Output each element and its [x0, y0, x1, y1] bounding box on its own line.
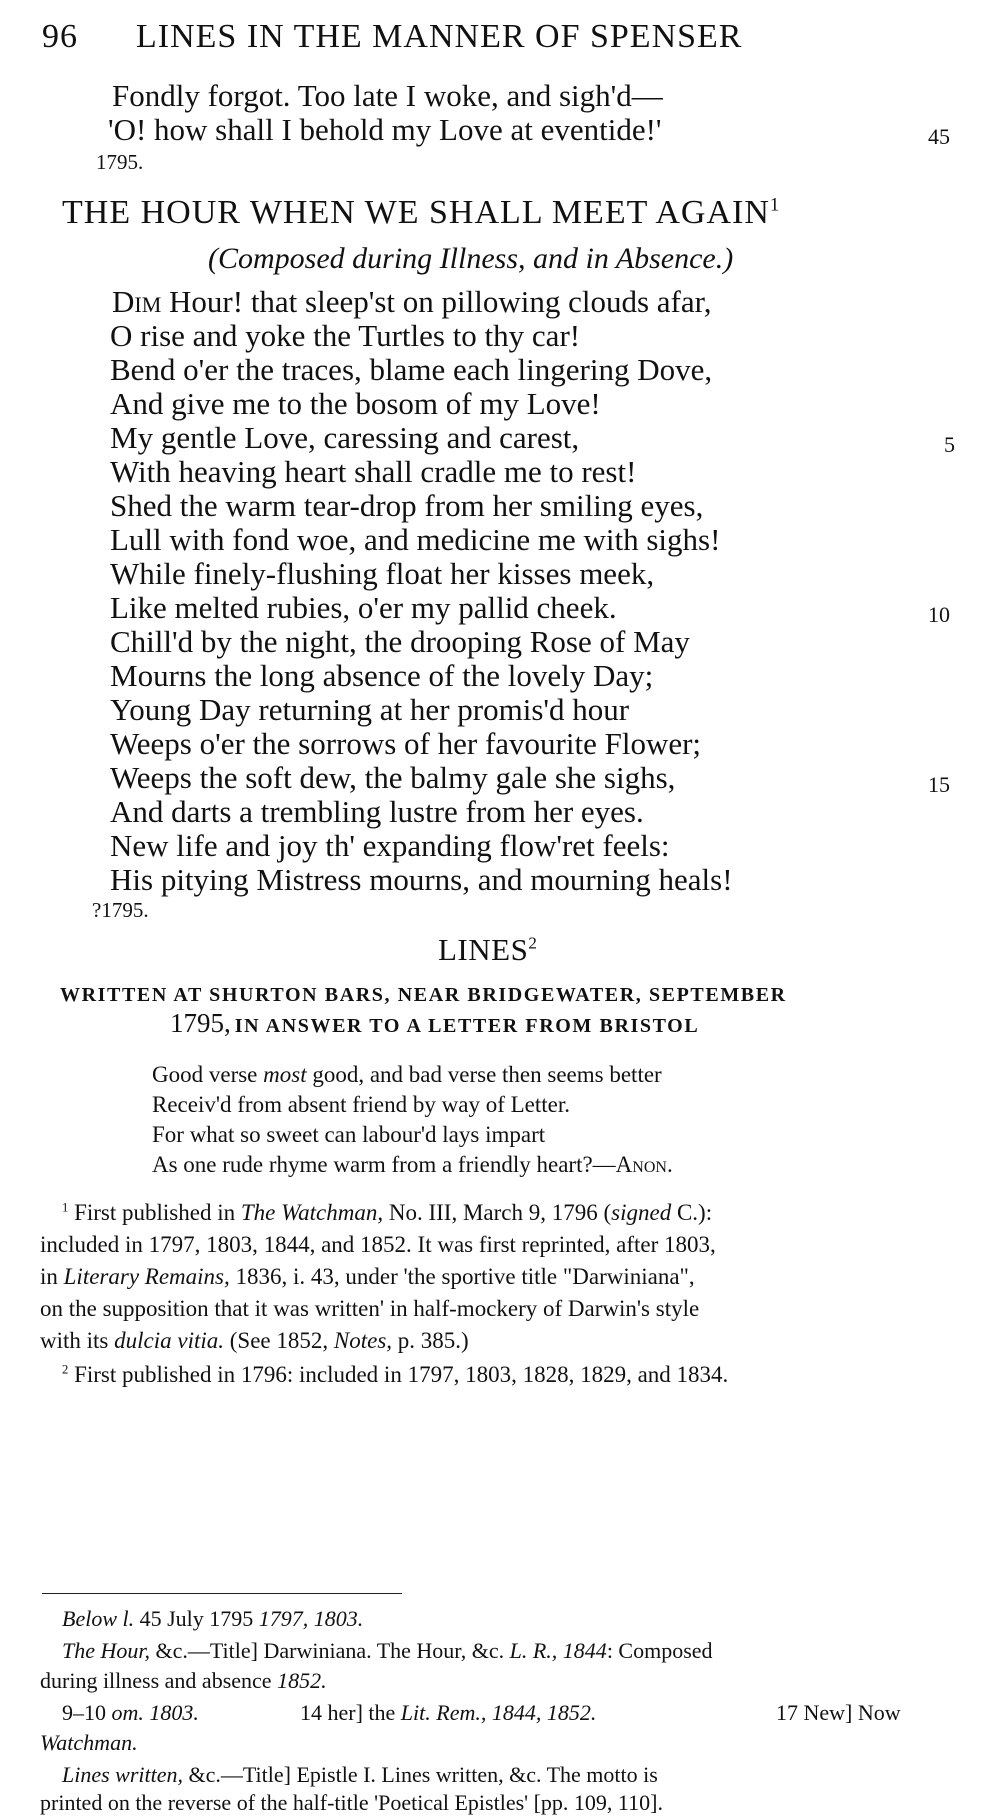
page-number: 96: [42, 18, 78, 55]
fn-text: with its: [40, 1328, 115, 1353]
note-italic: L. R., 1844: [509, 1638, 607, 1663]
poem-line: Bend o'er the traces, blame each lingering Dove,: [110, 352, 713, 387]
poem-subtitle: (Composed during Illness, and in Absence.): [208, 242, 734, 275]
note-text: : Composed: [606, 1638, 713, 1663]
poem-line: My gentle Love, caressing and carest,: [110, 420, 580, 455]
note-italic: Lines written,: [62, 1762, 184, 1787]
fn-text: 1836, i. 43, under 'the sportive title "Darwiniana",: [229, 1264, 695, 1289]
poem-line: Young Day returning at her promis'd hour: [110, 692, 630, 727]
note-italic: The Hour,: [62, 1638, 151, 1663]
fn-text: (See 1852,: [224, 1328, 334, 1353]
footnote-line: included in 1797, 1803, 1844, and 1852. It was first reprinted, after 1803,: [40, 1232, 716, 1257]
fn-text: p. 385.): [392, 1328, 469, 1353]
lines-title-text: LINES: [438, 932, 529, 967]
fn-text: No. III, March 9, 1796 (: [383, 1200, 612, 1225]
poem-line: While finely-flushing float her kisses meek,: [110, 556, 655, 591]
poem-line: Mourns the long absence of the lovely Day;: [110, 658, 654, 693]
fn-italic: dulcia vitia.: [114, 1328, 224, 1353]
footnote-1: [62, 1200, 712, 1226]
note-italic: om. 1803.: [111, 1700, 199, 1725]
poem-line: Weeps o'er the sorrows of her favourite Flower;: [110, 726, 702, 761]
fn-italic: Literary Remains,: [63, 1264, 230, 1289]
motto-attribution: Anon.: [615, 1152, 673, 1177]
note: [62, 1638, 713, 1664]
note-line: [40, 1668, 327, 1694]
motto-text: As one rude rhyme warm from a friendly heart?—: [152, 1152, 616, 1177]
motto-line: For what so sweet can labour'd lays impart: [152, 1122, 546, 1147]
motto-text: good, and bad verse then seems better: [306, 1062, 662, 1087]
motto-italic: most: [263, 1062, 307, 1087]
subtitle-year: 1795,: [170, 1008, 231, 1038]
poem-line: His pitying Mistress mourns, and mourning heals!: [110, 862, 733, 897]
footnote-2: [62, 1362, 728, 1388]
lines-title: [438, 932, 537, 968]
footnote-marker: 2: [62, 1362, 69, 1377]
footnote-marker: 1: [769, 194, 781, 216]
poem-line: Weeps the soft dew, the balmy gale she sighs,: [110, 760, 676, 795]
poem-line: Lull with fond woe, and medicine me with sighs!: [110, 522, 721, 557]
note: [62, 1762, 658, 1788]
poem-line: Shed the warm tear-drop from her smiling eyes,: [110, 488, 704, 523]
note-text: 14 her] the: [300, 1700, 401, 1725]
fn-italic: Notes,: [333, 1328, 393, 1353]
motto-text: Good verse: [152, 1062, 264, 1087]
note-line: [40, 1730, 138, 1756]
line-number: 10: [928, 602, 950, 627]
fn-text: C.):: [671, 1200, 713, 1225]
poem-line: Chill'd by the night, the drooping Rose of May: [110, 624, 690, 659]
note-italic: 1797, 1803.: [258, 1606, 364, 1631]
note-text: during illness and absence: [40, 1668, 278, 1693]
motto-line: [152, 1152, 673, 1178]
poem-line: And darts a trembling lustre from her eyes.: [110, 794, 644, 829]
subtitle-rest: IN ANSWER TO A LETTER FROM BRISTOL: [234, 1015, 700, 1037]
lines-subtitle: WRITTEN AT SHURTON BARS, NEAR BRIDGEWATER, SEPTEMBER: [60, 984, 787, 1006]
poem-line: With heaving heart shall cradle me to rest!: [110, 454, 637, 489]
poem-line: 'O! how shall I behold my Love at eventide!': [108, 112, 662, 147]
footnote-line: [40, 1264, 695, 1290]
footnote-line: on the supposition that it was written' in half-mockery of Darwin's style: [40, 1296, 700, 1321]
poem-line: Fondly forgot. Too late I woke, and sigh'd—: [112, 78, 663, 113]
poem-date: 1795.: [96, 150, 144, 174]
poem-line: [112, 284, 711, 320]
lines-subtitle-second-line: [170, 1008, 699, 1039]
note-italic: Below l.: [62, 1606, 135, 1631]
note-italic: 1852.: [277, 1668, 327, 1693]
poem-title-text: THE HOUR WHEN WE SHALL MEET AGAIN: [62, 194, 770, 231]
note: 17 New] Now: [776, 1700, 901, 1725]
note-line: printed on the reverse of the half-title 'Poetical Epistles' [pp. 109, 110].: [40, 1790, 663, 1815]
fn-text: First published in: [74, 1200, 241, 1225]
poem-line: New life and joy th' expanding flow'ret feels:: [110, 828, 670, 863]
footnote-line: [40, 1328, 469, 1354]
fn-text: First published in 1796: included in 1797, 1803, 1828, 1829, and 1834.: [74, 1362, 729, 1387]
poem-title: [62, 194, 780, 232]
motto-line: [152, 1062, 662, 1088]
note: [62, 1700, 199, 1726]
note-text: &c.—Title] Epistle I. Lines written, &c. The motto is: [183, 1762, 658, 1787]
fn-italic: The Watchman,: [240, 1200, 384, 1225]
note: [300, 1700, 596, 1726]
line-number: 5: [944, 432, 955, 457]
poem-line: Like melted rubies, o'er my pallid cheek.: [110, 590, 617, 625]
line-number: 45: [928, 124, 950, 149]
running-title: LINES IN THE MANNER OF SPENSER: [136, 18, 743, 55]
note-text: 45 July 1795: [134, 1606, 259, 1631]
notes-divider: [42, 1593, 402, 1594]
footnote-marker: 2: [528, 933, 538, 953]
note: [62, 1606, 363, 1632]
initial-word: Dim: [112, 284, 162, 319]
fn-text: in: [40, 1264, 64, 1289]
footnote-marker: 1: [62, 1200, 69, 1215]
note-text: &c.—Title] Darwiniana. The Hour, &c.: [150, 1638, 510, 1663]
note-italic: Watchman.: [40, 1730, 138, 1755]
poem-line: O rise and yoke the Turtles to thy car!: [110, 318, 581, 353]
note-italic: Lit. Rem., 1844, 1852.: [400, 1700, 597, 1725]
poem-date: ?1795.: [92, 898, 149, 922]
fn-italic: signed: [611, 1200, 672, 1225]
note-text: 9–10: [62, 1700, 112, 1725]
poem-line: And give me to the bosom of my Love!: [110, 386, 601, 421]
line-number: 15: [928, 772, 950, 797]
line-text: Hour! that sleep'st on pillowing clouds afar,: [161, 284, 712, 319]
motto-line: Receiv'd from absent friend by way of Letter.: [152, 1092, 570, 1117]
